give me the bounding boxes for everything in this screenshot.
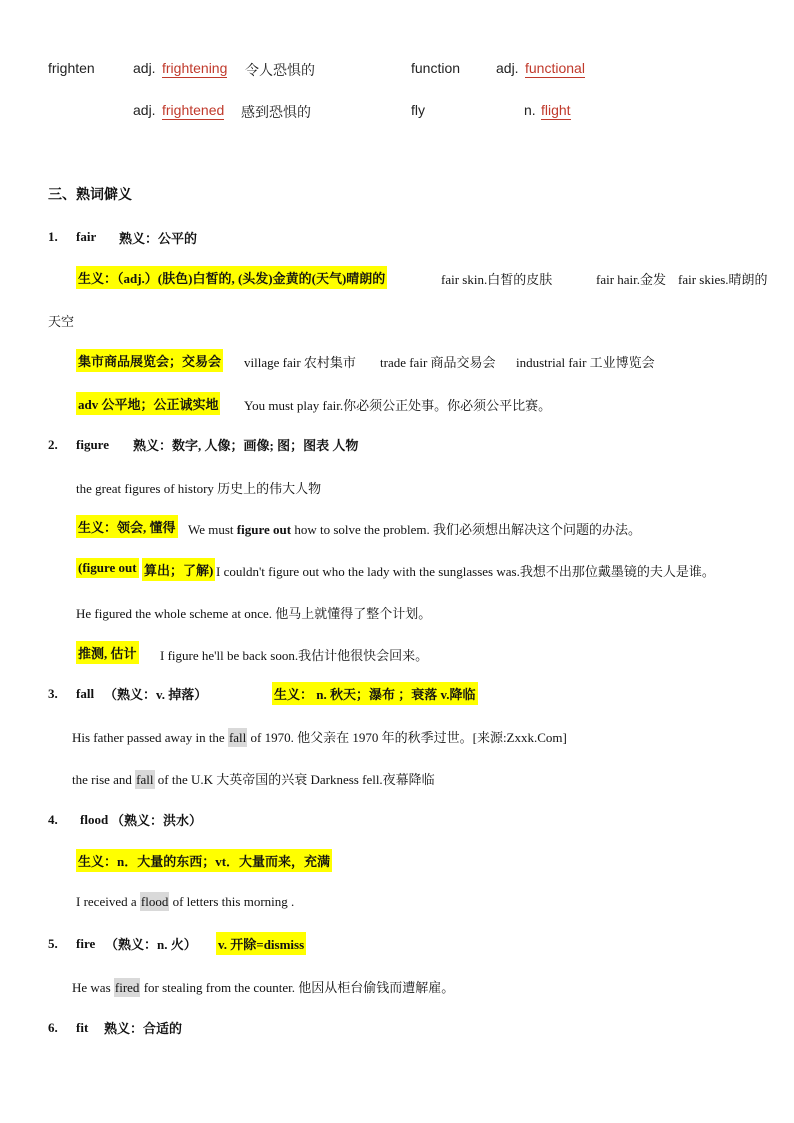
- section-title: 三、熟词僻义: [48, 188, 132, 203]
- entry-word: figure: [76, 437, 109, 452]
- keyword-shaded: fall: [136, 772, 154, 787]
- entry-number: 1.: [48, 229, 58, 244]
- rare-meaning-highlight: adv 公平地；公正诚实地: [76, 392, 220, 415]
- familiar-meaning: （熟义：n. 火）: [105, 937, 197, 952]
- example-sentence: [72, 977, 454, 996]
- example-text: of 1970. 他父亲在 1970 年的秋季过世。[来源:Zxxk.Com]: [247, 730, 567, 745]
- entry-number: 6.: [48, 1020, 58, 1035]
- form-flight: flight: [541, 102, 571, 118]
- phrase-bold: figure out: [236, 522, 292, 537]
- rare-meaning-highlight: (figure out: [76, 558, 139, 578]
- example-text: fair hair.金发: [596, 272, 667, 287]
- pos-label: adj.: [133, 102, 156, 118]
- meaning-text: 令人恐惧的: [245, 62, 315, 78]
- entry-number: 2.: [48, 437, 58, 452]
- entry-word: fair: [76, 229, 97, 244]
- meaning-text: 感到恐惧的: [241, 104, 311, 120]
- pos-label: adj.: [496, 60, 519, 76]
- rare-meaning-highlight: 生义： n. 秋天；瀑布 ；衰落 v.降临: [272, 682, 478, 705]
- rare-meaning-highlight: 生义：n．大量的东西；vt．大量而来，充满: [76, 849, 332, 872]
- rare-meaning-highlight: 推测, 估计: [76, 641, 139, 664]
- example-text: We must: [188, 522, 237, 537]
- entry-number: 4.: [48, 812, 58, 827]
- rare-meaning-highlight: 算出；了解): [142, 558, 215, 581]
- example-text: His father passed away in the: [72, 730, 228, 745]
- example-sentence: [188, 519, 641, 538]
- word-function: function: [411, 60, 461, 76]
- entry-word: fire: [76, 936, 96, 951]
- example-sentence: [72, 769, 435, 788]
- example-text: village fair 农村集市: [244, 355, 356, 370]
- example-text: of the U.K 大英帝国的兴衰 Darkness fell.夜幕降临: [154, 772, 435, 787]
- form-frightened: frightened: [162, 102, 225, 118]
- example-text: He was: [72, 980, 114, 995]
- entry-word: fit: [76, 1020, 89, 1035]
- familiar-meaning: （熟义：v. 掉落）: [104, 687, 208, 702]
- familiar-meaning: 熟义：公平的: [119, 231, 198, 246]
- example-sentence: [76, 894, 294, 910]
- example-text: I received a: [76, 894, 140, 909]
- pos-label: adj.: [133, 60, 156, 76]
- example-sentence: [72, 727, 567, 746]
- keyword-shaded: fall: [228, 730, 247, 745]
- example-text: I couldn't figure out who the lady with the sunglasses was.我想不出那位戴墨镜的夫人是谁。: [216, 564, 715, 579]
- entry-word: fall: [76, 686, 95, 701]
- keyword-shaded: fired: [114, 980, 140, 995]
- pos-label: n.: [524, 102, 536, 118]
- entry-number: 5.: [48, 936, 58, 951]
- example-text: He figured the whole scheme at once. 他马上就懂得了整个计划。: [76, 606, 432, 621]
- entry-number: 3.: [48, 686, 58, 701]
- example-text: fair skies.晴朗的: [678, 272, 768, 287]
- rare-meaning-highlight: 生义：领会, 懂得: [76, 515, 178, 538]
- rare-meaning-highlight: 集市商品展览会；交易会: [76, 349, 223, 372]
- example-text: I figure he'll be back soon.我估计他很快会回来。: [160, 648, 429, 663]
- example-text: fair skin.白皙的皮肤: [441, 272, 553, 287]
- example-text: of letters this morning .: [169, 894, 295, 909]
- example-text: the great figures of history 历史上的伟大人物: [76, 481, 322, 496]
- familiar-meaning: （熟义：洪水）: [111, 813, 203, 828]
- form-functional: functional: [525, 60, 585, 76]
- example-text: trade fair 商品交易会: [380, 355, 496, 370]
- word-fly: fly: [411, 102, 425, 118]
- keyword-shaded: flood: [140, 894, 169, 909]
- familiar-meaning: 熟义：数字, 人像；画像; 图；图表 人物: [133, 438, 359, 453]
- entry-word: flood: [80, 812, 109, 827]
- familiar-meaning: 熟义：合适的: [104, 1021, 183, 1036]
- example-text: how to solve the problem. 我们必须想出解决这个问题的办法。: [291, 522, 641, 537]
- example-text: industrial fair 工业博览会: [516, 355, 655, 370]
- example-text: You must play fair.你必须公正处事。你必须公平比赛。: [244, 398, 552, 413]
- rare-meaning-highlight: v. 开除=dismiss: [216, 932, 306, 955]
- rare-meaning-highlight: 生义：（adj.）(肤色)白皙的, (头发)金黄的(天气)晴朗的: [76, 266, 387, 289]
- example-text: the rise and: [72, 772, 136, 787]
- example-text: 天空: [48, 314, 75, 329]
- form-frightening: frightening: [162, 60, 228, 76]
- word-frighten: frighten: [48, 60, 95, 76]
- example-text: for stealing from the counter. 他因从柜台偷钱而遭解雇。: [140, 980, 455, 995]
